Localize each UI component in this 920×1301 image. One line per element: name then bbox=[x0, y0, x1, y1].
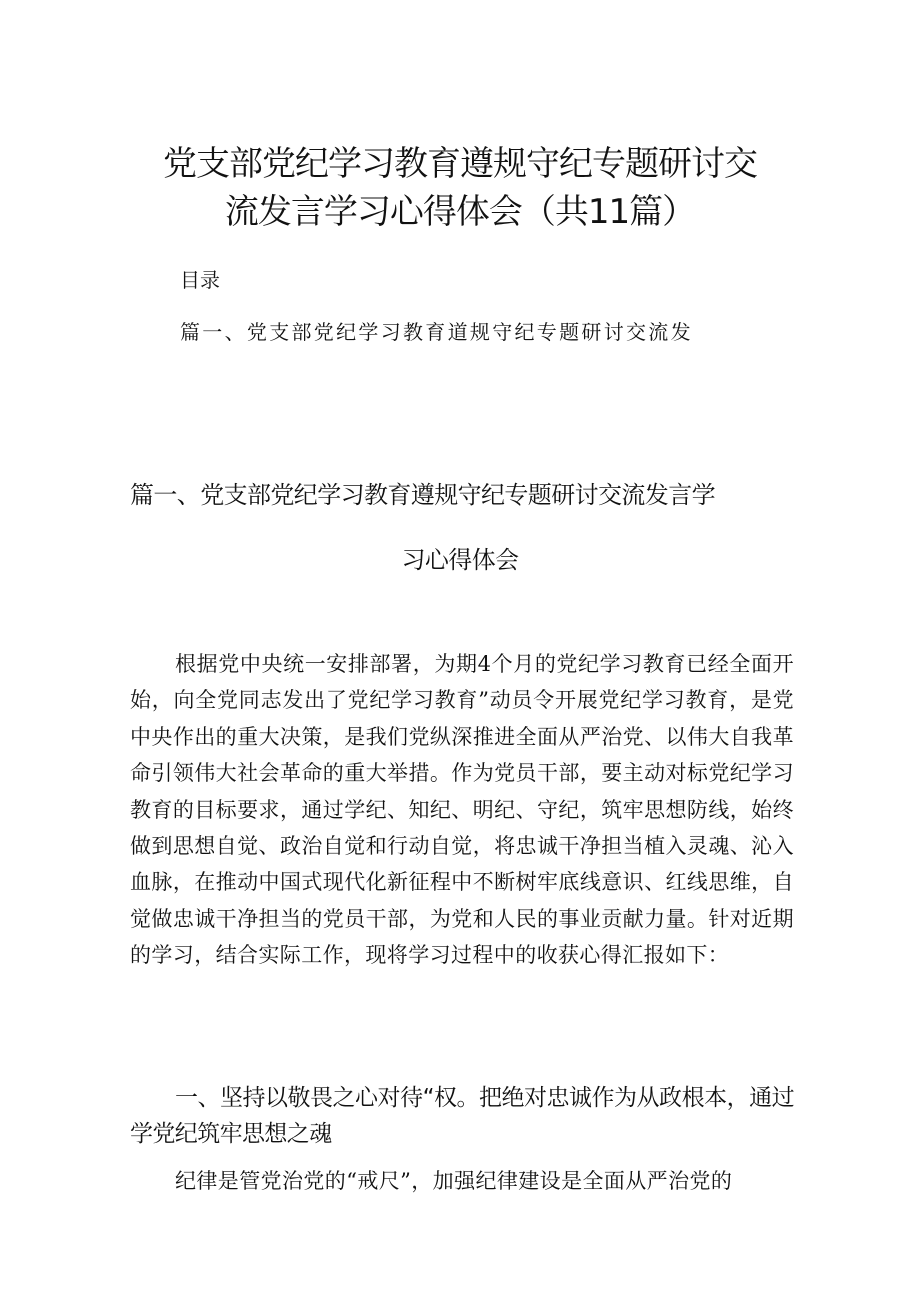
body-paragraph-2: 纪律是管党治党的“戒尺”，加强纪律建设是全面从严治党的 bbox=[175, 1169, 733, 1193]
toc-label: 目录 bbox=[180, 268, 220, 292]
section-heading-line-1: 篇一、党支部党纪学习教育遵规守纪专题研讨交流发言学 bbox=[130, 481, 715, 509]
document-title bbox=[0, 140, 920, 236]
document-title-line-1: 党支部党纪学习教育遵规守纪专题研讨交 bbox=[163, 144, 757, 184]
subsection-heading: 一、坚持以敬畏之心对待“权。把绝对忠诚作为从政根本，通过学党纪筑牢思想之魂 bbox=[130, 1085, 794, 1147]
toc-item: 篇一、党支部党纪学习教育道规守纪专题研讨交流发 bbox=[180, 320, 693, 344]
body-paragraph: 根据党中央统一安排部署，为期4个月的党纪学习教育已经全面开始，向全党同志发出了党纪学习教育”动员令开展党纪学习教育，是党中央作出的重大决策，是我们党纵深推进全面从严治党、以伟大自我革命引领伟大社会革命的重大举措。作为党员干部，要主动对标党纪学习教育的目标要求，通过学纪、知纪、明纪、守纪，筑牢思想防线，始终做到思想自觉、政治自觉和行动自觉，将忠诚干净担当植入灵魂、沁入血脉，在推动中国式现代化新征程中不断树牢底线意识、红线思维，自觉做忠诚干净担当的党员干部，为党和人民的事业贡献力量。针对近期的学习，结合实际工作，现将学习过程中的收获心得汇报如下： bbox=[130, 652, 794, 968]
section-heading-line-2: 习心得体会 bbox=[401, 546, 519, 574]
document-title-line-2: 流发言学习心得体会（共11篇） bbox=[224, 192, 696, 232]
